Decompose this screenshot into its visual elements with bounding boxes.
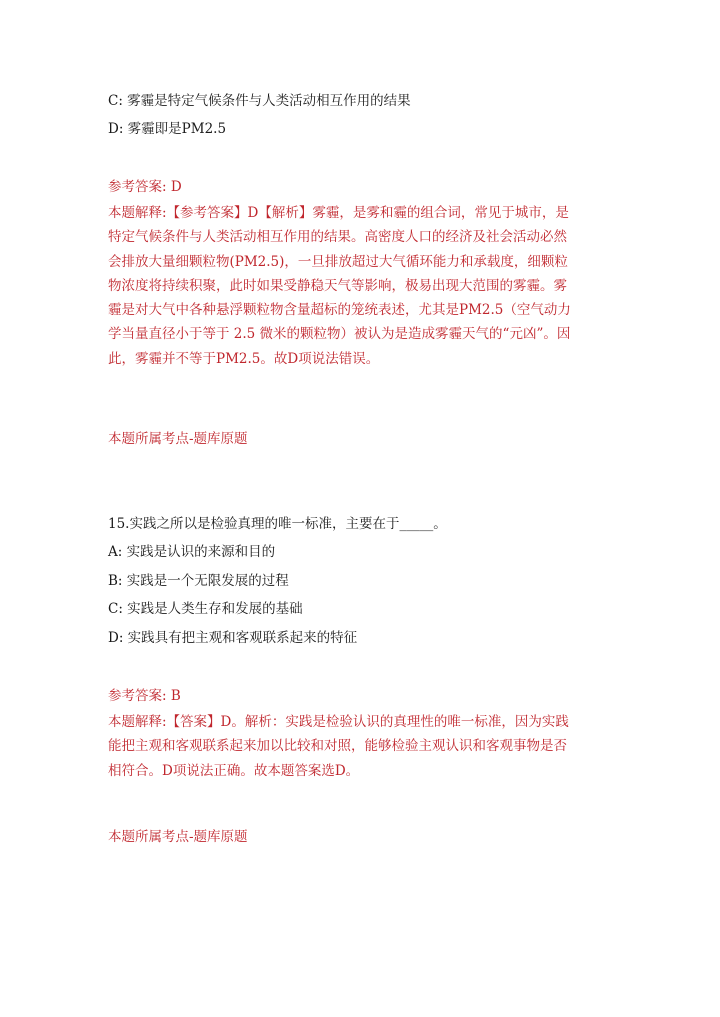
explanation-line: 能把主观和客观联系起来加以比较和对照，能够检验主观认识和客观事物是否 [108, 738, 567, 755]
option-d: D: 雾霾即是PM2.5 [108, 121, 227, 137]
explanation-paragraph [108, 201, 606, 371]
explanation-line: 本题解释:【答案】D。解析：实践是检验认识的真理性的唯一标准，因为实践 [108, 714, 569, 730]
explanation-line: 相符合。D项说法正确。故本题答案选D。 [108, 762, 360, 779]
explanation-paragraph [108, 710, 606, 783]
explanation-line: 物浓度将持续积聚，此时如果受静稳天气等影响，极易出现大范围的雾霾。雾 [108, 277, 567, 294]
reference-answer: 参考答案: D [108, 179, 182, 195]
question-source: 本题所属考点-题库原题 [108, 829, 248, 845]
reference-answer: 参考答案: B [108, 688, 181, 704]
explanation-line: 学当量直径小于等于 2.5 微米的颗粒物）被认为是造成雾霾天气的“元凶”。因 [108, 326, 571, 343]
question-text: 15.实践之所以是检验真理的唯一标准，主要在于_____。 [108, 516, 447, 532]
option-c: C: 实践是人类生存和发展的基础 [108, 601, 303, 617]
explanation-line: 特定气候条件与人类活动相互作用的结果。高密度人口的经济及社会活动必然 [108, 229, 567, 246]
explanation-line: 本题解释:【参考答案】D【解析】雾霾，是雾和霾的组合词，常见于城市，是 [108, 205, 569, 221]
explanation-line: 此，雾霾并不等于PM2.5。故D项说法错误。 [108, 350, 380, 367]
option-c: C: 雾霾是特定气候条件与人类活动相互作用的结果 [108, 93, 411, 109]
explanation-line: 霾是对大气中各种悬浮颗粒物含量超标的笼统表述，尤其是PM2.5（空气动力 [108, 302, 571, 319]
option-a: A: 实践是认识的来源和目的 [108, 544, 276, 560]
question-source: 本题所属考点-题库原题 [108, 431, 248, 447]
option-b: B: 实践是一个无限发展的过程 [108, 573, 289, 589]
option-d: D: 实践具有把主观和客观联系起来的特征 [108, 630, 358, 646]
explanation-line: 会排放大量细颗粒物(PM2.5)，一旦排放超过大气循环能力和承载度，细颗粒 [108, 253, 568, 270]
